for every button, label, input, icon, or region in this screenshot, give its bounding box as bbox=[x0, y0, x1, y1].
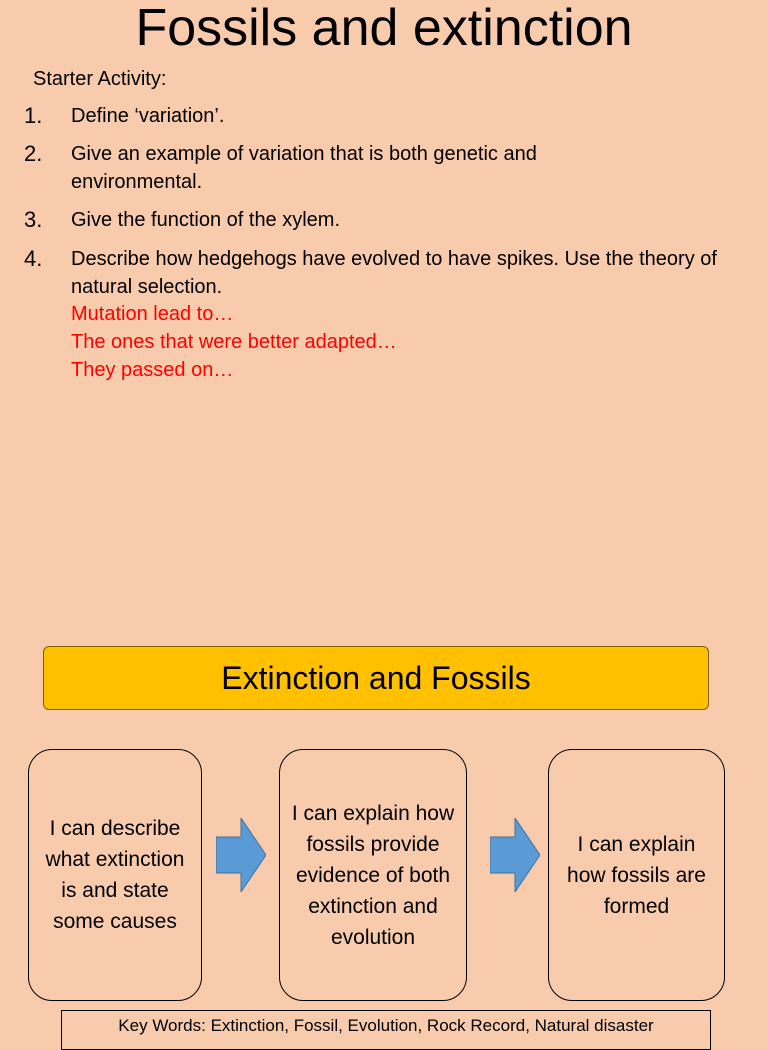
key-words-box: Key Words: Extinction, Fossil, Evolution, Rock Record, Natural disaster bbox=[61, 1010, 711, 1050]
question-number-3: 3. bbox=[24, 207, 43, 232]
page-title: Fossils and extinction bbox=[135, 0, 633, 57]
right-arrow-icon bbox=[216, 818, 266, 892]
hint-line-3: They passed on… bbox=[71, 359, 234, 381]
starter-activity-label: Starter Activity: bbox=[33, 68, 167, 90]
topic-banner: Extinction and Fossils bbox=[43, 646, 709, 710]
question-text-1: Define ‘variation’. bbox=[71, 105, 225, 127]
objective-box-2: I can explain how fossils provide evidence of both extinction and evolution bbox=[279, 749, 467, 1001]
right-arrow-icon bbox=[490, 818, 540, 892]
question-text-4: Describe how hedgehogs have evolved to have spikes. Use the theory of natural selection. bbox=[71, 248, 717, 298]
question-number-2: 2. bbox=[24, 141, 43, 166]
objective-box-3: I can explain how fossils are formed bbox=[548, 749, 725, 1001]
question-number-1: 1. bbox=[24, 103, 43, 128]
question-text-2: Give an example of variation that is both genetic and environmental. bbox=[71, 143, 537, 193]
question-text-3: Give the function of the xylem. bbox=[71, 209, 341, 231]
question-number-4: 4. bbox=[24, 246, 43, 271]
objective-box-1: I can describe what extinction is and state some causes bbox=[28, 749, 202, 1001]
hint-line-1: Mutation lead to… bbox=[71, 303, 234, 325]
hint-line-2: The ones that were better adapted… bbox=[71, 331, 397, 353]
